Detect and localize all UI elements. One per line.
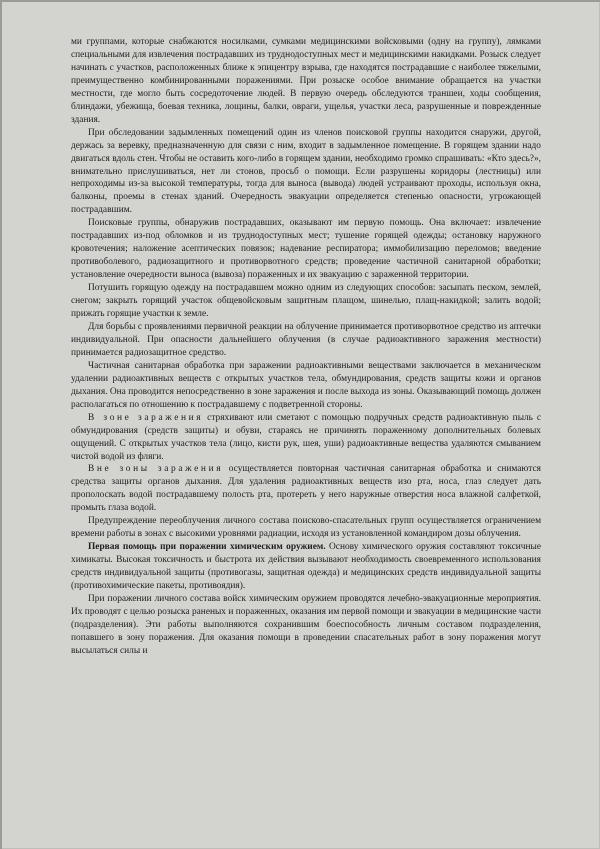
paragraph (71, 36, 541, 127)
text-run: Основу химического оружия составляют токсичные химикаты. Высокая токсичность и быстрота их действия вызывают необходимость своевременного использования средств индивидуальной защиты (противогазы, защитная одежда) и медицинских средств индивидуальной защиты (противохимические пакеты, противоядия). (71, 542, 541, 592)
paragraph (71, 282, 541, 321)
paragraph (71, 321, 541, 360)
document-body (71, 36, 541, 658)
paragraph (71, 412, 541, 464)
paragraph (71, 127, 541, 218)
text-run: Поисковые группы, обнаружив пострадавших, оказывают им первую помощь. Она включает: извлечение пострадавших из-под обломков и из труднодоступных мест; тушение горящей одежды; остановку наружного кровотечения; наложение асептических повязок; надевание респиратора; иммобилизацию переломов; введение противоболевого, радиозащитного и противорвотного средств; проведение частичной санитарной обработки; установление очередности выноса (вывоза) пораженных и их эвакуацию с зараженной территории. (71, 218, 541, 281)
text-run: Потушить горящую одежду на пострадавшем можно одним из следующих способов: засыпать песком, землей, снегом; закрыть горящий участок общевойсковым защитным плащом, шинелью, плащ-накидкой; залить водой; прижать горящие участки к земле. (71, 283, 541, 320)
text-run: Для борьбы с проявлениями первичной реакции на облучение принимается противорвотное средство из аптечки индивидуальной. При опасности дальнейшего облучения (в случае радиоактивного заражения местности) принимается радиозащитное средство. (71, 321, 541, 358)
text-run: При поражении личного состава войск химическим оружием проводятся лечебно-эвакуационные мероприятия. Их проводят с целью розыска раненых и пораженных, оказания им первой помощи и эвакуации в медицинские части (подразделения). Эти работы выполняются сохранившим боеспособность личным составом подразделения, попавшего в зону поражения. Для оказания помощи в проведении спасательных работ в зону поражения могут высылаться силы и (71, 593, 541, 656)
paragraph (71, 463, 541, 515)
text-run: Предупреждение переоблучения личного состава поисково-спасательных групп осуществляется ограничением времени работы в зонах с высокими уровнями радиации, исходя из установленной командиром дозы облучения. (71, 516, 541, 540)
text-run: При обследовании задымленных помещений один из членов поисковой группы находится снаружи, другой, держась за веревку, предназначенную для связи с ним, входит в задымленное помещение. В горящем здании надо двигаться вдоль стен. Чтобы не оставить кого-либо в горящем здании, необходимо громко спрашивать: «Кто здесь?», внимательно прислушиваться, нет ли стонов, просьб о помощи. Если разрушены коридоры (лестницы) или непроходимы из-за высокой температуры, тогда для выноса (вывода) людей устраивают проходы, используя окна, балконы, проемы в стенах зданий. Очередность эвакуации определяется степенью опасности, угрожающей пострадавшим. (71, 127, 541, 216)
text-run: стряхивают или сметают с помощью подручных средств радиоактивную пыль с обмундирования (средств защиты) и обуви, стараясь не причинять пораженному дополнительных болевых ощущений. С открытых участков тела (лицо, кисти рук, шея, уши) радиоактивные вещества удаляются смыванием чистой водой из фляги. (71, 412, 542, 462)
paragraph (71, 360, 541, 412)
text-run: В зоне заражения (88, 412, 204, 423)
paragraph-lead-heading: Первая помощь при поражении химическим оружием. (88, 542, 326, 553)
paragraph (71, 217, 541, 282)
text-run: ми группами, которые снабжаются носилками, сумками медицинскими войсковыми (одну на группу), лямками специальными для извлечения пострадавших из труднодоступных мест и медицинскими накидками. Розыск следует начинать с участков, расположенных ближе к эпицентру взрыва, где находятся пострадавшие с наиболее тяжелыми, преимущественно комбинированными поражениями. При розыске особое внимание обращается на участки местности, где могло быть сосредоточение людей. В первую очередь обследуются траншеи, ходы сообщения, блиндажи, убежища, боевая техника, лощины, балки, овраги, ущелья, участки леса, разрушенные и поврежденные здания. (71, 37, 541, 125)
paragraph (71, 515, 541, 541)
text-run: Вне зоны заражения (88, 464, 224, 475)
text-run: Частичная санитарная обработка при заражении радиоактивными веществами заключается в механическом удалении радиоактивных веществ с открытых участков тела, обмундирования, средств защиты кожи и органов дыхания. Она проводится непосредственно в зоне заражения и после выхода из зоны. Оказывающий помощь должен располагаться по отношению к пострадавшему с подветренной стороны. (71, 360, 541, 410)
paragraph (71, 593, 541, 658)
paragraph (71, 541, 541, 593)
text-run: осуществляется повторная частичная санитарная обработка и снимаются средства защиты органов дыхания. Для удаления радиоактивных веществ изо рта, носа, глаз следует дать прополоскать водой пострадавшему полость рта, протереть у него наружные отверстия носа влажной салфеткой, промыть глаза водой. (71, 464, 541, 514)
